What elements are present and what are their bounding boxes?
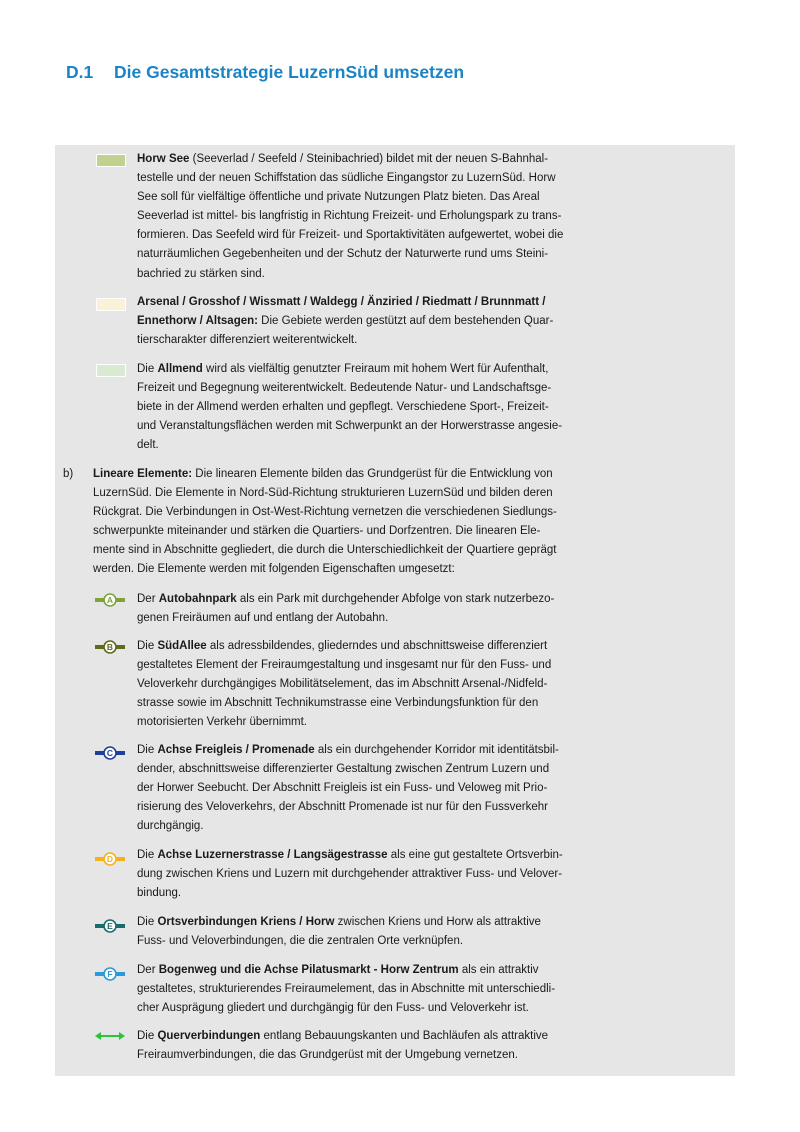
element-bogenweg	[137, 961, 589, 1018]
text-line: cher Ausprägung gliedert und durchgängig für den Fuss- und Veloverkehr ist.	[137, 1002, 529, 1015]
text-line: LuzernSüd. Die Elemente in Nord-Süd-Richtung strukturieren LuzernSüd und bilden deren	[93, 487, 553, 500]
text-line: formieren. Das Seefeld wird für Freizeit- und Sportaktivitäten aufgewertet, wobei die	[137, 229, 564, 242]
text-line: naturräumlichen Gegebenheiten und der Schutz der Naturwerte rund ums Steini-	[137, 248, 549, 261]
element-autobahnpark	[137, 590, 589, 628]
text-line: schwerpunkte miteinander und stärken die Quartiers- und Dorfzentren. Die linearen Ele-	[93, 525, 541, 538]
element-freigleis	[137, 741, 589, 836]
text-line: Rückgrat. Die Verbindungen in Ost-West-Richtung vernetzen die verschiedenen Siedlungs-	[93, 506, 557, 519]
text-line: als adressbildendes, gliederndes und abschnittsweise differenziert	[206, 640, 548, 652]
text-line: bachried zu stärken sind.	[137, 267, 265, 280]
element-suedallee	[137, 637, 589, 732]
text-line: Veloverkehr durchgängiges Mobilitätselement, das im Abschnitt Arsenal-/Nidfeld-	[137, 678, 548, 691]
area-title: Allmend	[157, 363, 203, 375]
list-label-b: b)	[63, 468, 74, 480]
text-line: genen Freiräumen auf und entlang der Autobahn.	[137, 612, 389, 625]
text-line: der Horwer Seebucht. Der Abschnitt Freigleis ist ein Fuss- und Veloweg mit Prio-	[137, 782, 548, 795]
text-line: durchgängig.	[137, 820, 204, 833]
element-title: SüdAllee	[157, 640, 207, 652]
text-line: motorisierten Verkehr übernimmt.	[137, 716, 308, 729]
text-line: und Veranstaltungsflächen werden mit Schwerpunkt an der Horwerstrasse angesie-	[137, 420, 563, 433]
element-ortsverbindungen	[137, 913, 589, 951]
element-e-icon	[94, 918, 126, 934]
legend-swatch-quartiers	[96, 298, 126, 311]
area-title: Arsenal / Grosshof / Wissmatt / Waldegg / Änziried / Riedmatt / Brunnmatt /	[137, 296, 546, 308]
text-line: See soll für vielfältige öffentliche und private Nutzungen Platz bieten. Das Areal	[137, 191, 540, 204]
text-line: Die	[137, 1030, 158, 1042]
text-line: zwischen Kriens und Horw als attraktive	[334, 916, 541, 928]
element-a-icon	[94, 592, 126, 608]
text-line: biete in der Allmend werden erhalten und gepflegt. Verschiedene Sport-, Freizeit-	[137, 401, 549, 414]
text-line: testelle und der neuen Schiffstation das südliche Eingangstor zu LuzernSüd. Horw	[137, 172, 556, 185]
icon-letter: E	[107, 921, 113, 931]
icon-letter: D	[106, 854, 114, 864]
icon-letter: B	[106, 642, 114, 652]
text-line: Der	[137, 964, 159, 976]
element-title: Ortsverbindungen Kriens / Horw	[157, 916, 335, 928]
page-heading	[66, 62, 464, 83]
legend-swatch-allmend	[96, 364, 126, 377]
text-line: als ein attraktiv	[458, 964, 539, 976]
text-line: strasse sowie im Abschnitt Technikumstrasse eine Verbindungsfunktion für den	[137, 697, 539, 710]
text-line: Freizeit und Begegnung weiterentwickelt. Bedeutende Natur- und Landschaftsge-	[137, 382, 552, 395]
text-line: Die	[137, 363, 158, 375]
icon-letter: F	[107, 969, 113, 979]
element-title: Querverbindungen	[157, 1030, 261, 1042]
text-line: dender, abschnittsweise differenzierter Gestaltung zwischen Zentrum Luzern und	[137, 763, 550, 776]
element-c-icon	[94, 745, 126, 761]
text-line: Die	[137, 744, 158, 756]
area-horw-see	[137, 150, 589, 284]
text-line: mente sind in Abschnitte gegliedert, die durch die Unterschiedlichkeit der Quartiere geprägt	[93, 544, 557, 557]
text-line: risierung des Veloverkehrs, der Abschnitt Promenade ist nur für den Fussverkehr	[137, 801, 549, 814]
element-d-icon	[94, 851, 126, 867]
element-b-icon	[94, 639, 126, 655]
linear-elements-intro	[93, 465, 589, 580]
element-title: Autobahnpark	[158, 593, 237, 605]
element-querverbindungen	[137, 1027, 589, 1065]
text-line: als eine gut gestaltete Ortsverbin-	[387, 849, 563, 861]
double-arrow-icon	[94, 1028, 126, 1044]
text-line: Die	[137, 849, 158, 861]
text-line: Die	[137, 916, 158, 928]
area-title: Horw See	[137, 153, 190, 165]
text-line: Fuss- und Veloverbindungen, die die zentralen Orte verknüpfen.	[137, 935, 464, 948]
text-line: gestaltetes, strukturierendes Freiraumelement, das in Abschnitte mit unterschiedli-	[137, 983, 556, 996]
text-line: bindung.	[137, 887, 182, 900]
element-title: Achse Freigleis / Promenade	[157, 744, 315, 756]
text-line: gestaltetes Element der Freiraumgestaltung und insgesamt nur für den Fuss- und	[137, 659, 552, 672]
text-line: wird als vielfältig genutzter Freiraum mit hohem Wert für Aufenthalt,	[202, 363, 549, 375]
text-line: als ein Park mit durchgehender Abfolge von stark nutzerbezo-	[236, 593, 555, 605]
area-allmend	[137, 360, 589, 455]
text-line: tierscharakter differenziert weiterentwickelt.	[137, 334, 358, 347]
text-line: Die	[137, 640, 158, 652]
element-f-icon	[94, 966, 126, 982]
text-line: (Seeverlad / Seefeld / Steinibachried) bildet mit der neuen S-Bahnhal-	[189, 153, 549, 165]
heading-number: D.1	[66, 62, 94, 82]
text-line: entlang Bebauungskanten und Bachläufen als attraktive	[260, 1030, 549, 1042]
element-luzernerstrasse	[137, 846, 589, 903]
element-title: Achse Luzernerstrasse / Langsägestrasse	[157, 849, 388, 861]
text-line: als ein durchgehender Korridor mit identitätsbil-	[314, 744, 559, 756]
heading-title: Die Gesamtstrategie LuzernSüd umsetzen	[114, 62, 465, 82]
legend-swatch-horw-see	[96, 154, 126, 167]
section-title: Lineare Elemente:	[93, 468, 193, 480]
text-line: Seeverlad ist mittel- bis langfristig in Richtung Freizeit- und Erholungspark zu trans-	[137, 210, 562, 223]
element-title: Bogenweg und die Achse Pilatusmarkt - Horw Zentrum	[158, 964, 459, 976]
text-line: werden. Die Elemente werden mit folgenden Eigenschaften umgesetzt:	[93, 563, 455, 576]
area-quartiers	[137, 293, 589, 350]
text-line: Der	[137, 593, 159, 605]
text-line: Freiraumverbindungen, die das Grundgerüst mit der Umgebung vernetzen.	[137, 1049, 518, 1062]
text-line: Die Gebiete werden gestützt auf dem bestehenden Quar-	[257, 315, 554, 328]
icon-letter: A	[106, 595, 114, 605]
text-line: delt.	[137, 439, 159, 452]
icon-letter: C	[106, 748, 114, 758]
area-title: Ennethorw / Altsagen:	[137, 315, 258, 328]
text-line: Die linearen Elemente bilden das Grundgerüst für die Entwicklung von	[192, 468, 553, 480]
text-line: dung zwischen Kriens und Luzern mit durchgehender attraktiver Fuss- und Velover-	[137, 868, 563, 881]
